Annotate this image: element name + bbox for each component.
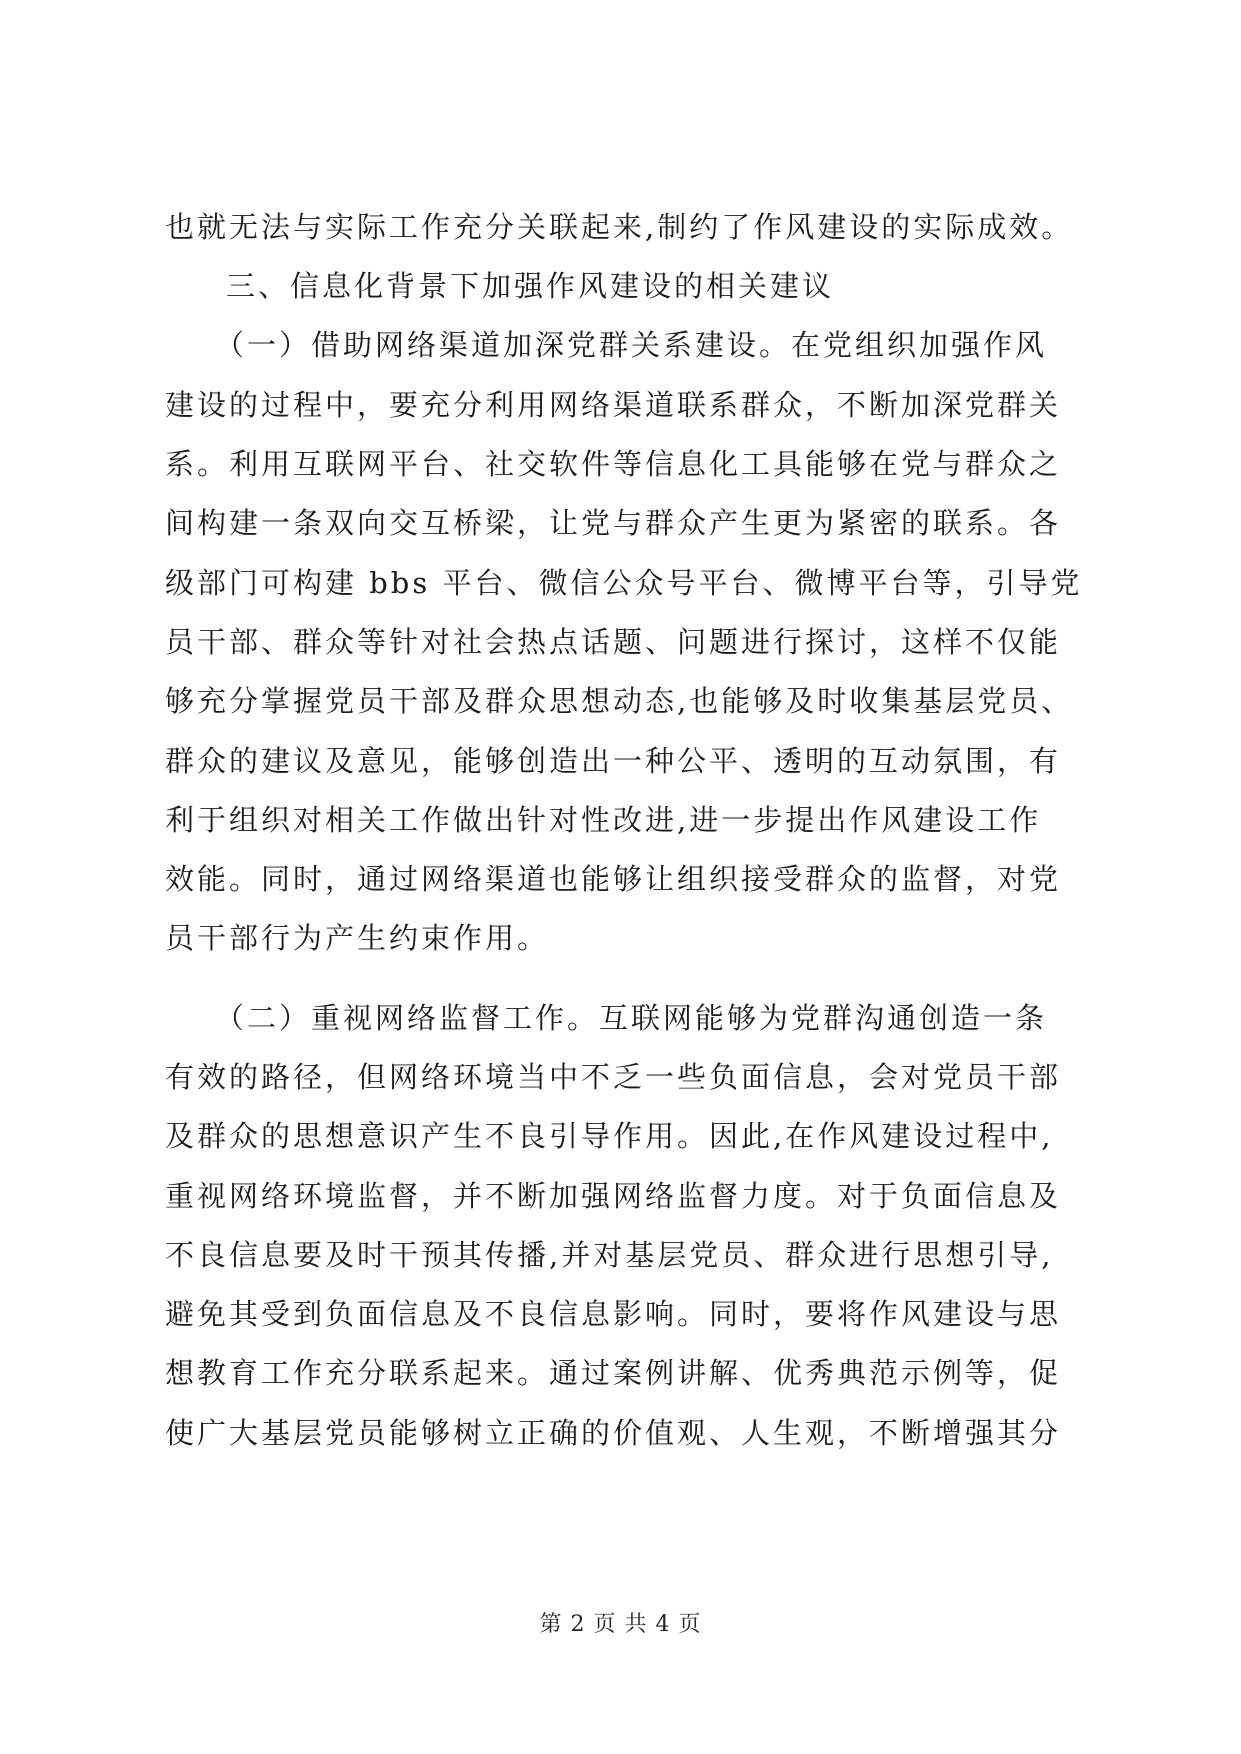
text-line: 够充分掌握党员干部及群众思想动态,也能够及时收集基层党员、 — [165, 684, 1074, 718]
paragraph-heading: （二）重视网络监督工作。互联网能够为党群沟通创造一条 — [215, 1001, 1048, 1035]
text-line: 避免其受到负面信息及不良信息影响。同时，要将作风建设与思 — [165, 1297, 1062, 1331]
text-line: 级部门可构建 bbs 平台、微信公众号平台、微博平台等，引导党 — [165, 566, 1083, 600]
text-line: 及群众的思想意识产生不良引导作用。因此,在作风建设过程中, — [165, 1119, 1054, 1153]
text-line: 也就无法与实际工作充分关联起来,制约了作风建设的实际成效。 — [165, 210, 1074, 244]
text-line: 效能。同时，通过网络渠道也能够让组织接受群众的监督，对党 — [165, 862, 1062, 896]
text-line: 想教育工作充分联系起来。通过案例讲解、优秀典范示例等，促 — [165, 1356, 1062, 1390]
text-line: 使广大基层党员能够树立正确的价值观、人生观，不断增强其分 — [165, 1416, 1062, 1450]
text-line: 重视网络环境监督，并不断加强网络监督力度。对于负面信息及 — [165, 1179, 1062, 1213]
text-line: 群众的建议及意见，能够创造出一种公平、透明的互动氛围，有 — [165, 744, 1062, 778]
text-line: 有效的路径，但网络环境当中不乏一些负面信息，会对党员干部 — [165, 1060, 1062, 1094]
text-line: 不良信息要及时干预其传播,并对基层党员、群众进行思想引导, — [165, 1238, 1054, 1272]
text-line: 利于组织对相关工作做出针对性改进,进一步提出作风建设工作 — [165, 803, 1042, 837]
text-line: 系。利用互联网平台、社交软件等信息化工具能够在党与群众之 — [165, 447, 1062, 481]
paragraph-heading: （一）借助网络渠道加深党群关系建设。在党组织加强作风 — [215, 328, 1048, 362]
section-heading: 三、信息化背景下加强作风建设的相关建议 — [226, 269, 835, 303]
text-line: 员干部、群众等针对社会热点话题、问题进行探讨，这样不仅能 — [165, 625, 1062, 659]
text-line: 间构建一条双向交互桥梁，让党与群众产生更为紧密的联系。各 — [165, 506, 1062, 540]
page-footer: 第 2 页 共 4 页 — [539, 1612, 702, 1637]
text-line: 员干部行为产生约束作用。 — [165, 921, 550, 955]
text-line: 建设的过程中，要充分利用网络渠道联系群众，不断加深党群关 — [165, 388, 1062, 422]
